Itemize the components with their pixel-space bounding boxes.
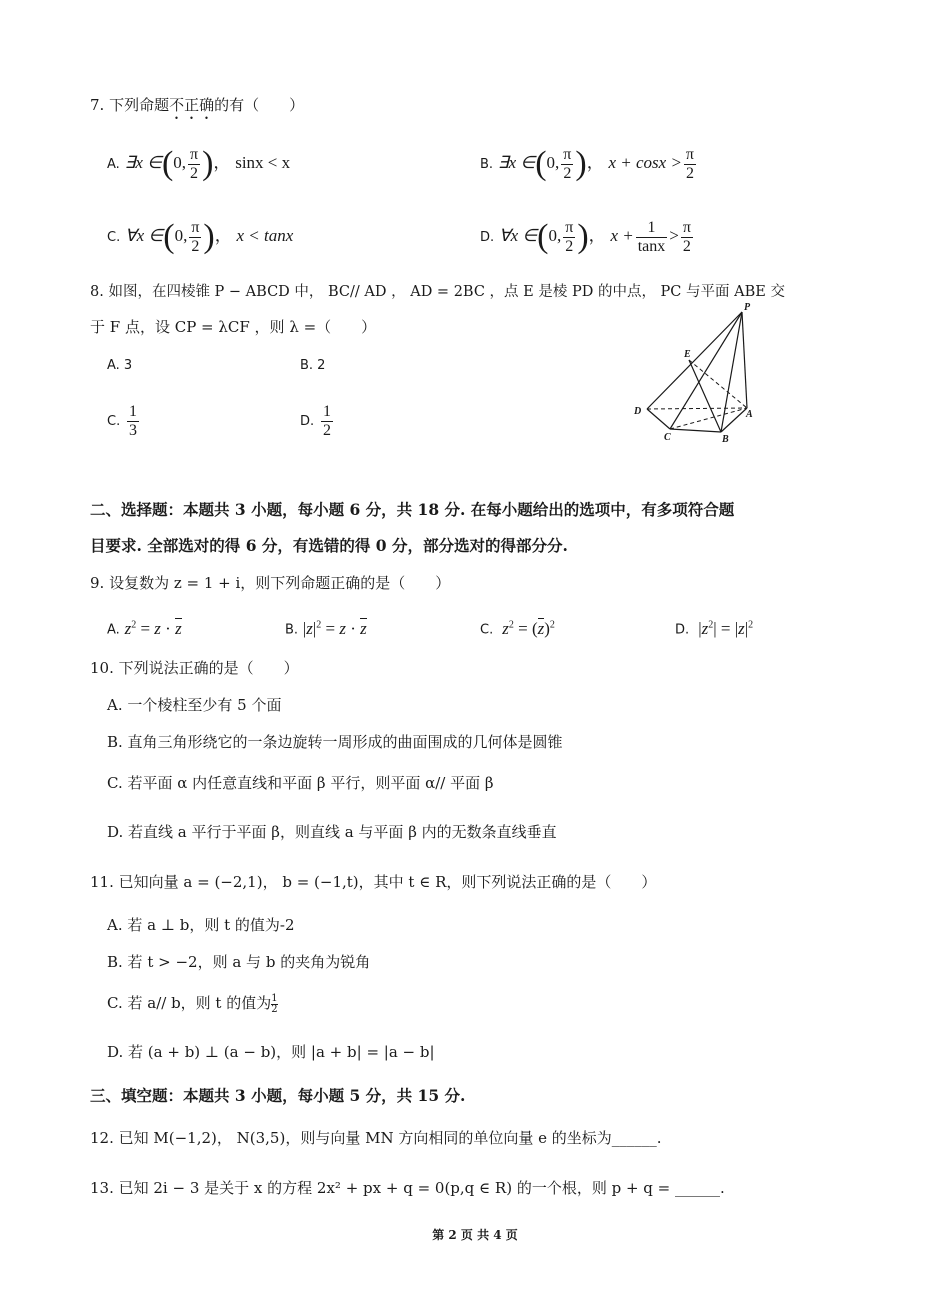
- label-a: A: [746, 409, 753, 420]
- q9-option-b: B. $|z|^2 = z \cdot z$: [285, 618, 367, 638]
- q8-option-c: C. $\frac{1}{3}$: [107, 402, 137, 439]
- pyramid-figure: [625, 298, 765, 448]
- q9-option-c: C. $z^2 = (z)^2$: [480, 618, 555, 638]
- section3-heading: 三、填空题：本题共 3 小题，每小题 5 分，共 15 分.: [90, 1086, 466, 1105]
- q10-stem: 10. 下列说法正确的是（ ）: [90, 659, 299, 677]
- label-d: D: [634, 406, 642, 417]
- label-b: B: [722, 434, 729, 445]
- edge-pa: [742, 312, 747, 408]
- q8-stem-line2: 于 F 点，设 CP = λCF ，则 λ =（ ）: [90, 318, 377, 336]
- q9-option-a: A. $z^2 = z \cdot z$: [107, 618, 182, 638]
- q10-option-b: B. 直角三角形绕它的一条边旋转一周形成的曲面围成的几何体是圆锥: [107, 733, 563, 751]
- q9-stem: 9. 设复数为 z = 1 + i，则下列命题正确的是（ ）: [90, 574, 451, 592]
- label-c: C: [664, 432, 671, 443]
- q9-option-d: D. $|z^2| = |z|^2$: [675, 618, 754, 638]
- q7-option-a: A. ∃x ∈(0, $\frac{\pi}{2}$ )， sinx < x: [107, 145, 291, 182]
- section2-heading-line2: 目要求. 全部选对的得 6 分，有选错的得 0 分，部分选对的得部分分.: [90, 536, 568, 555]
- q10-option-a: A. 一个棱柱至少有 5 个面: [107, 696, 282, 714]
- label-p: P: [744, 302, 751, 313]
- q8-stem-line1: 8. 如图，在四棱锥 P − ABCD 中， BC// AD ， AD = 2BC ，点 E 是棱 PD 的中点， PC 与平面 ABE 交: [90, 284, 785, 300]
- q11-option-c: C. 若 a// b，则 t 的值为 $\frac{1}{2}$: [107, 992, 278, 1015]
- q11-option-b: B. 若 t > −2，则 a 与 b 的夹角为锐角: [107, 953, 371, 971]
- q8-option-d: D. $\frac{1}{2}$: [300, 402, 331, 439]
- q7-option-d: D. ∀x ∈(0, $\frac{\pi}{2}$ )， x + $\frac{1}{\tan x}$ > $\frac{\pi}{2}$: [480, 218, 691, 255]
- section2-heading-line1: 二、选择题：本题共 3 小题，每小题 6 分，共 18 分. 在每小题给出的选项中，有多项符合题: [90, 500, 735, 519]
- q13-stem: 13. 已知 2i − 3 是关于 x 的方程 2x² + px + q = 0(p,q ∈ R) 的一个根，则 p + q = ______.: [90, 1179, 725, 1197]
- label-e: E: [684, 349, 691, 360]
- edge-cb: [670, 429, 721, 432]
- q8-option-a: A. 3: [107, 358, 133, 373]
- q8-option-b: B. 2: [300, 358, 326, 373]
- q10-option-c: C. 若平面 α 内任意直线和平面 β 平行，则平面 α// 平面 β: [107, 774, 494, 792]
- q7-option-c: C. ∀x ∈(0, $\frac{\pi}{2}$ )， x < tanx: [107, 218, 294, 255]
- q11-stem: 11. 已知向量 a = (−2,1)， b = (−1,t)，其中 t ∈ R，则下列说法正确的是（ ）: [90, 873, 657, 891]
- page-footer: 第 2 页 共 4 页: [432, 1228, 518, 1242]
- q12-stem: 12. 已知 M(−1,2)， N(3,5)，则与向量 MN 方向相同的单位向量 e 的坐标为______.: [90, 1129, 662, 1147]
- q11-option-d: D. 若 (a + b) ⊥ (a − b)，则 |a + b| = |a − b|: [107, 1043, 435, 1061]
- edge-eb: [689, 360, 721, 432]
- edge-da-hidden: [647, 408, 747, 409]
- q7-option-b: B. ∃x ∈(0, $\frac{\pi}{2}$ )， x + cosx > $\frac{\pi}{2}$: [480, 145, 694, 182]
- edge-dc: [647, 409, 670, 429]
- q7-stem: 7. 下列命题不正确的有（ ）: [90, 96, 305, 114]
- q10-option-d: D. 若直线 a 平行于平面 β，则直线 a 与平面 β 内的无数条直线垂直: [107, 823, 557, 841]
- q11-option-a: A. 若 a ⊥ b，则 t 的值为-2: [107, 916, 295, 934]
